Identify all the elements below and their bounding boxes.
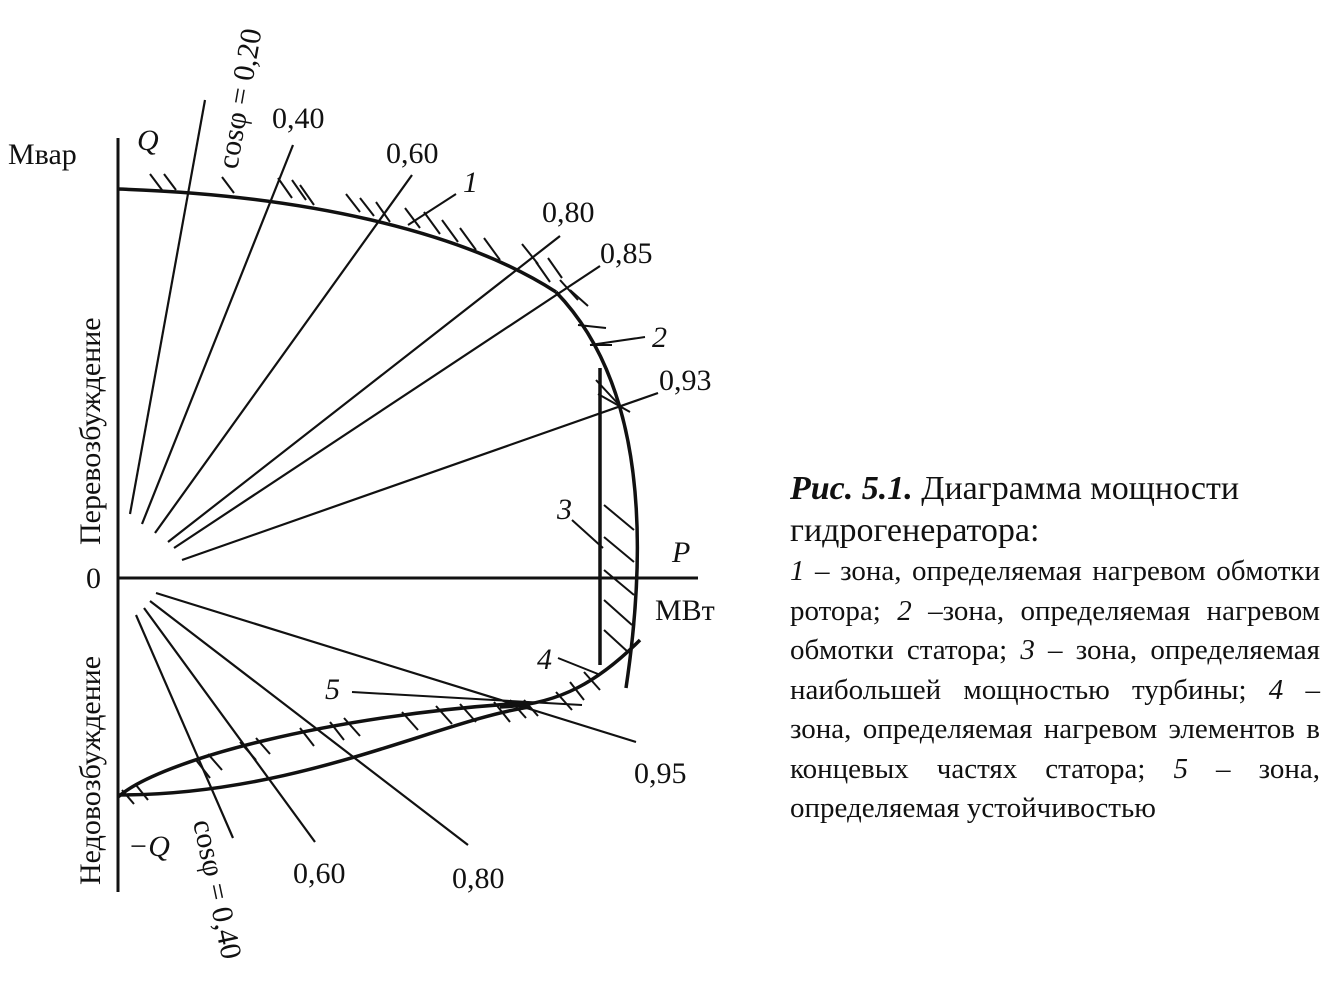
pf-line-060-under: [144, 608, 315, 842]
zone-1-text: – зона, определяемая нагревом обмотки ротора;: [790, 555, 1320, 627]
caption-heading: [790, 468, 1320, 552]
zone-5-curve-upper: [118, 703, 525, 797]
zone-4-text: – зона, определяемая нагревом элементов в концевых частях статора;: [790, 673, 1320, 785]
pf-line-080-under: [150, 601, 468, 845]
zone-2-leader: [590, 337, 645, 345]
pf-label-080-under: 0,80: [452, 862, 505, 895]
pf-label-080: 0,80: [542, 196, 595, 229]
zone-5-curve-lower: [118, 707, 530, 795]
zone-4-curve: [500, 640, 640, 707]
zone-3-marker: 3: [557, 493, 572, 526]
zone-5-hatching: [122, 700, 538, 804]
zone-1-marker: 1: [463, 166, 478, 199]
pf-line-060: [155, 175, 412, 533]
zone-2-num: 2: [897, 594, 912, 627]
pf-label-060-under: 0,60: [293, 857, 346, 890]
pf-label-040-under: cosφ = 0,40: [186, 816, 248, 963]
figure-title: Диаграмма мощности гидрогенератора:: [790, 470, 1240, 549]
pf-label-040: 0,40: [272, 102, 325, 135]
zone-4-marker: 4: [537, 643, 552, 676]
zone-5-marker: 5: [325, 673, 340, 706]
zone-1-curve: [118, 189, 556, 292]
pf-line-085: [174, 266, 600, 548]
figure-label: Рис. 5.1.: [790, 470, 913, 507]
q-pos-label: Q: [137, 124, 159, 157]
zone-1-num: 1: [790, 555, 805, 587]
pf-label-085: 0,85: [600, 237, 653, 270]
zone-1-leader: [408, 194, 456, 225]
pf-label-020: cosφ = 0,20: [211, 25, 269, 172]
over-excitation-label: Перевозбуждение: [74, 317, 107, 545]
under-excitation-label: Недовозбуждение: [74, 655, 107, 885]
y-unit-label: Мвар: [8, 138, 77, 171]
x-unit-label: МВт: [655, 594, 715, 627]
p-label: P: [672, 536, 691, 569]
zone-4-num: 4: [1268, 673, 1284, 706]
zone-5-num: 5: [1173, 752, 1188, 785]
origin-label: 0: [86, 562, 101, 595]
caption-body: [790, 552, 1320, 829]
pf-label-060: 0,60: [386, 137, 439, 170]
zone-1-hatching: [150, 174, 562, 282]
zone-3-num: 3: [1020, 634, 1035, 666]
pf-line-095-under: [156, 593, 636, 742]
figure-caption: [790, 468, 1320, 829]
pf-line-040-under: [136, 615, 233, 838]
zone-3-text: – зона, определяемая наибольшей мощностью турбины;: [790, 634, 1321, 706]
zone-5-text: – зона, определяемая устойчивостью: [790, 752, 1320, 824]
zone-2-marker: 2: [652, 321, 667, 354]
pf-label-093: 0,93: [659, 364, 712, 397]
pf-label-095-under: 0,95: [634, 757, 687, 790]
zone-2-text: –зона, определяемая нагревом обмотки статора;: [790, 594, 1321, 666]
zone-4-leader: [558, 658, 598, 674]
zone-2-hatching: [560, 280, 630, 412]
pf-line-020: [130, 100, 205, 514]
q-neg-label: −Q: [128, 830, 170, 863]
zone-2-curve: [556, 292, 637, 688]
